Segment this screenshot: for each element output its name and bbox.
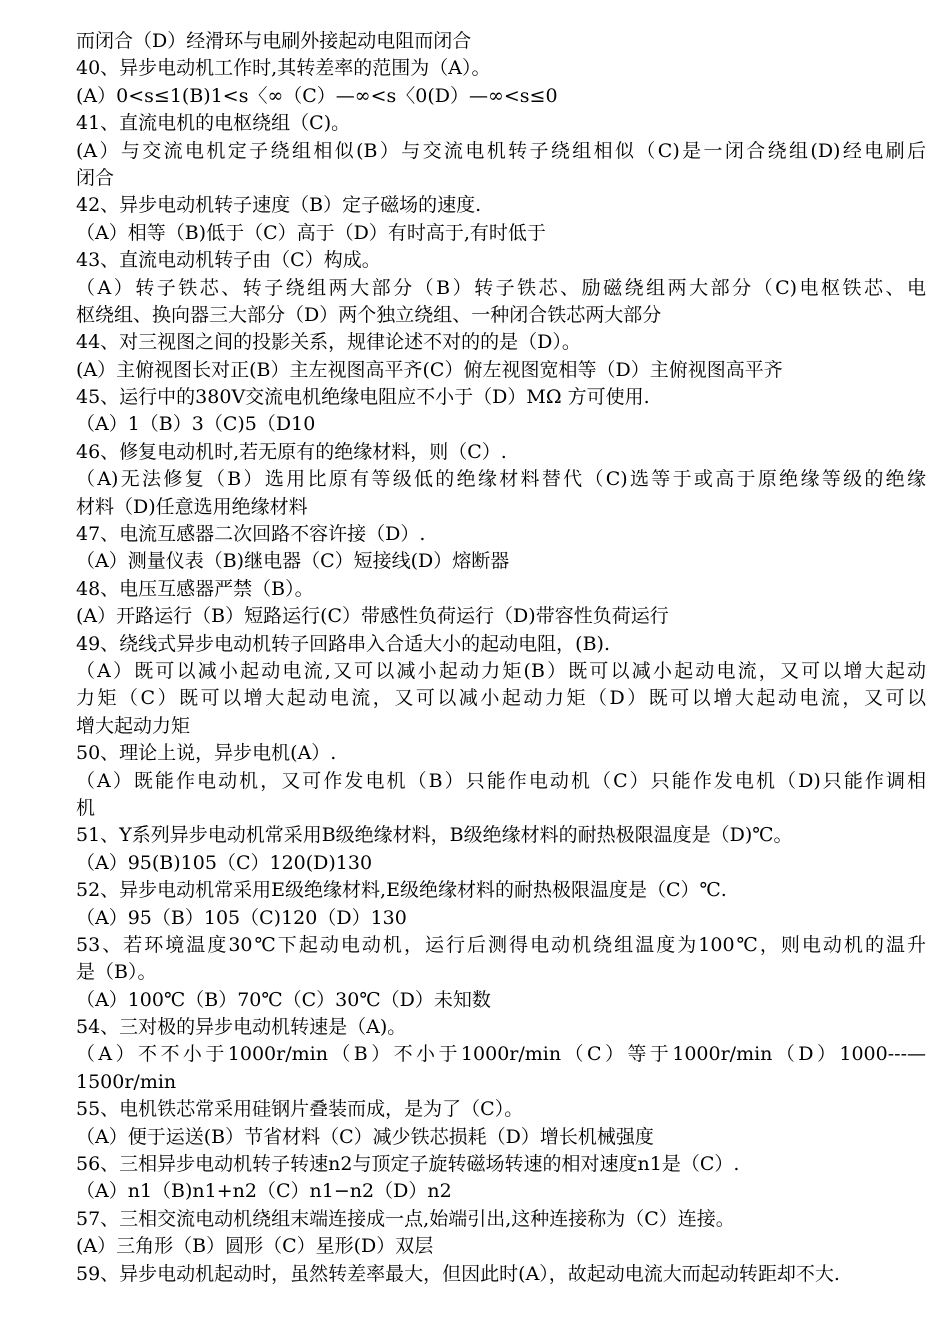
question-stem: 59、异步电动机起动时，虽然转差率最大，但因此时(A），故起动电流大而起动转距却不大.: [76, 1262, 840, 1285]
answer-options: （A）95(B)105（C）120(D)130: [76, 851, 373, 874]
answer-options-continued: 增大起动力矩: [76, 714, 191, 737]
answer-options: （A）既可以减小起动电流,又可以减小起动力矩(B）既可以减小起动电流，又可以增大起动: [76, 659, 926, 682]
answer-options: （A）便于运送(B）节省材料（C）减少铁芯损耗（D）增长机械强度: [76, 1125, 654, 1148]
answer-options-continued: 材料（D)任意选用绝缘材料: [76, 495, 308, 518]
answer-options: (A）与交流电机定子绕组相似(B）与交流电机转子绕组相似（C)是一闭合绕组(D)经电刷后: [76, 139, 926, 162]
answer-options: （A）100℃（B）70℃（C）30℃（D）未知数: [76, 988, 491, 1011]
answer-options: （A）1（B）3（C)5（D10: [76, 413, 316, 436]
question-stem: 42、异步电动机转子速度（B）定子磁场的速度.: [76, 194, 482, 217]
question-stem: 50、理论上说，异步电机(A）.: [76, 742, 337, 765]
answer-options: （A）95（B）105（C)120（D）130: [76, 906, 407, 929]
answer-options-continued: 力矩（C）既可以增大起动电流，又可以减小起动力矩（D）既可以增大起动电流，又可以: [76, 687, 926, 710]
question-stem-continued: 是（B）。: [76, 961, 157, 984]
question-stem: 41、直流电机的电枢绕组（C)。: [76, 112, 351, 135]
question-stem: 57、三相交流电动机绕组末端连接成一点,始端引出,这种连接称为（C）连接。: [76, 1207, 735, 1230]
question-stem: 52、异步电动机常采用E级绝缘材料,E级绝缘材料的耐热极限温度是（C）℃.: [76, 879, 727, 902]
answer-options: （A）相等（B)低于（C）高于（D）有时高于,有时低于: [76, 221, 546, 244]
question-stem: 48、电压互感器严禁（B）。: [76, 577, 314, 600]
question-stem: 47、电流互感器二次回路不容许接（D）.: [76, 523, 426, 546]
question-stem: 56、三相异步电动机转子转速n2与顶定子旋转磁场转速的相对速度n1是（C）.: [76, 1153, 740, 1176]
question-stem: 54、三对极的异步电动机转速是（A)。: [76, 1016, 407, 1039]
answer-options: （A）转子铁芯、转子绕组两大部分（B）转子铁芯、励磁绕组两大部分（C)电枢铁芯、电: [76, 276, 926, 299]
question-stem: 55、电机铁芯常采用硅钢片叠装而成，是为了（C）。: [76, 1098, 524, 1121]
answer-options: （A)无法修复（B）选用比原有等级低的绝缘材料替代（C)选等于或高于原绝缘等级的绝缘: [76, 468, 926, 491]
text-line: 而闭合（D）经滑环与电刷外接起动电阻而闭合: [76, 30, 472, 52]
answer-options: (A）主俯视图长对正(B）主左视图高平齐(C）俯左视图宽相等（D）主俯视图高平齐: [76, 358, 783, 381]
answer-options: （A）n1（B)n1+n2（C）n1−n2（D）n2: [76, 1180, 452, 1203]
question-stem: 43、直流电动机转子由（C）构成。: [76, 249, 381, 272]
question-stem: 53、若环境温度30℃下起动电动机，运行后测得电动机绕组温度为100℃，则电动机的温升: [76, 933, 926, 956]
question-stem: 49、绕线式异步电动机转子回路串入合适大小的起动电阻，(B).: [76, 632, 611, 655]
answer-options: (A）开路运行（B）短路运行(C）带感性负荷运行（D)带容性负荷运行: [76, 605, 669, 628]
answer-options-continued: 枢绕组、换向器三大部分（D）两个独立绕组、一种闭合铁芯两大部分: [76, 303, 662, 326]
answer-options: (A）三角形（B）圆形（C）星形(D）双层: [76, 1235, 434, 1258]
answer-options-continued: 机: [76, 796, 96, 819]
answer-options-continued: 闭合: [76, 166, 115, 189]
answer-options: （A）测量仪表（B)继电器（C）短接线(D）熔断器: [76, 550, 510, 573]
question-stem: 40、异步电动机工作时,其转差率的范围为（A）。: [76, 57, 491, 80]
answer-options-continued: 1500r/min: [76, 1070, 177, 1093]
question-stem: 51、Y系列异步电动机常采用B级绝缘材料，B级绝缘材料的耐热极限温度是（D)℃。: [76, 824, 793, 847]
question-stem: 45、运行中的380V交流电机绝缘电阻应不小于（D）MΩ 方可使用.: [76, 386, 650, 409]
question-stem: 44、对三视图之间的投影关系，规律论述不对的的是（D）。: [76, 331, 581, 354]
answer-options: （A）不不小于1000r/min（B）不小于1000r/min（C）等于1000r/min（D）1000---—: [76, 1043, 926, 1066]
question-stem: 46、修复电动机时,若无原有的绝缘材料，则（C）.: [76, 440, 507, 463]
document-page: [76, 28, 926, 1288]
answer-options: （A）既能作电动机，又可作发电机（B）只能作电动机（C）只能作发电机（D)只能作调相: [76, 769, 926, 792]
answer-options: (A）0<s≤1(B)1<s〈∞（C）—∞<s〈0(D）—∞<s≤0: [76, 84, 558, 107]
